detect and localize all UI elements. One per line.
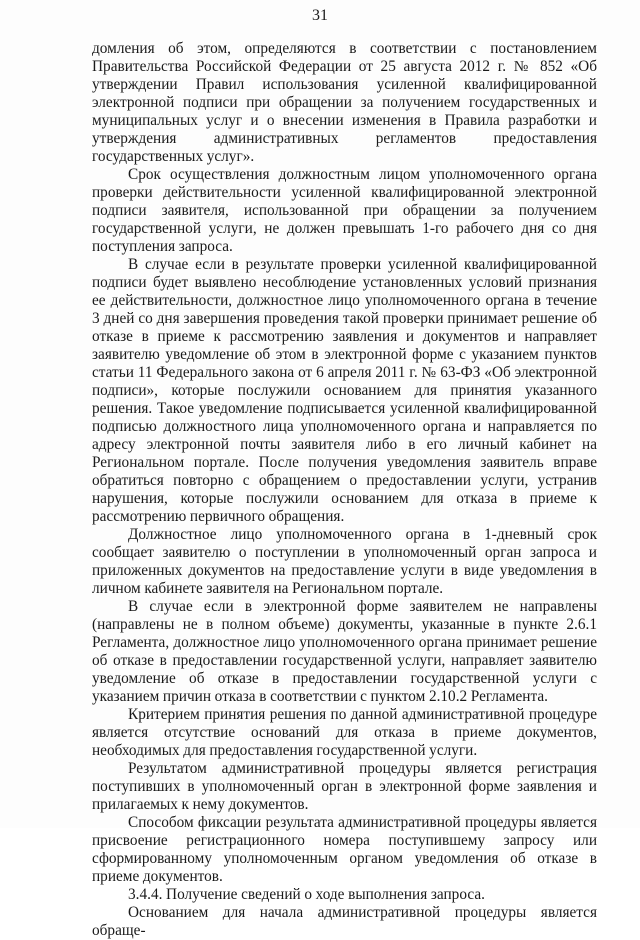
- paragraph-4: Должностное лицо уполномоченного органа в 1-дневный срок сообщает заявителю о поступлении в уполномоченный орган запроса и приложенных документов на предоставление услуги в виде уведомления в личном кабинете заявителя на Региональном портале.: [92, 526, 597, 597]
- paragraph-7: Результатом административной процедуры является регистрация поступивших в уполномоченный орган в электронной форме заявления и прилагаемых к нему документов.: [92, 760, 597, 813]
- paragraph-1: домления об этом, определяются в соответствии с постановлением Правительства Российской Федерации от 25 августа 2012 г. № 852 «Об утверждении Правил использования усиленной квалифицированной электронной подписи при обращении за получением государственных и муниципальных услуг и о внесении изменения в Правила разработки и утверждения административных регламентов предоставления государственных услуг».: [92, 40, 597, 165]
- paragraph-5: В случае если в электронной форме заявителем не направлены (направлены не в полном объеме) документы, указанные в пункте 2.6.1 Регламента, должностное лицо уполномоченного органа принимает решение об отказе в предоставлении государственной услуги, направляет заявителю уведомление об отказе в предоставлении государственной услуги с указанием причин отказа в соответствии с пунктом 2.10.2 Регламента.: [92, 598, 597, 705]
- paragraph-6: Критерием принятия решения по данной административной процедуре является отсутствие оснований для отказа в приеме документов, необходимых для предоставления государственной услуги.: [92, 706, 597, 759]
- paragraph-8: Способом фиксации результата административной процедуры является присвоение регистрационного номера поступившему запросу или сформированному уполномоченным органом уведомления об отказе в приеме документов.: [92, 814, 597, 885]
- paragraph-9: Основанием для начала административной процедуры является обраще-: [92, 904, 597, 939]
- paragraph-2: Срок осуществления должностным лицом уполномоченного органа проверки действительности усиленной квалифицированной электронной подписи заявителя, использованной при обращении за получением государственной услуги, не должен превышать 1-го рабочего дня со дня поступления запроса.: [92, 166, 597, 255]
- page-number: 31: [312, 7, 328, 24]
- paragraph-3: В случае если в результате проверки усиленной квалифицированной подписи будет выявлено несоблюдение установленных условий признания ее действительности, должностное лицо уполномоченного органа в течение 3 дней со дня завершения проведения такой проверки принимает решение об отказе в приеме к рассмотрению заявления и документов и направляет заявителю уведомление об этом в электронной форме с указанием пунктов статьи 11 Федерального закона от 6 апреля 2011 г. № 63-ФЗ «Об электронной подписи», которые послужили основанием для принятия указанного решения. Такое уведомление подписывается усиленной квалифицированной подписью должностного лица уполномоченного органа и направляется по адресу электронной почты заявителя либо в его личный кабинет на Региональном портале. После получения уведомления заявитель вправе обратиться повторно с обращением о предоставлении услуги, устранив нарушения, которые послужили основанием для отказа в приеме к рассмотрению первичного обращения.: [92, 256, 597, 525]
- document-body: [92, 40, 597, 940]
- section-heading-3-4-4: 3.4.4. Получение сведений о ходе выполнения запроса.: [128, 886, 485, 903]
